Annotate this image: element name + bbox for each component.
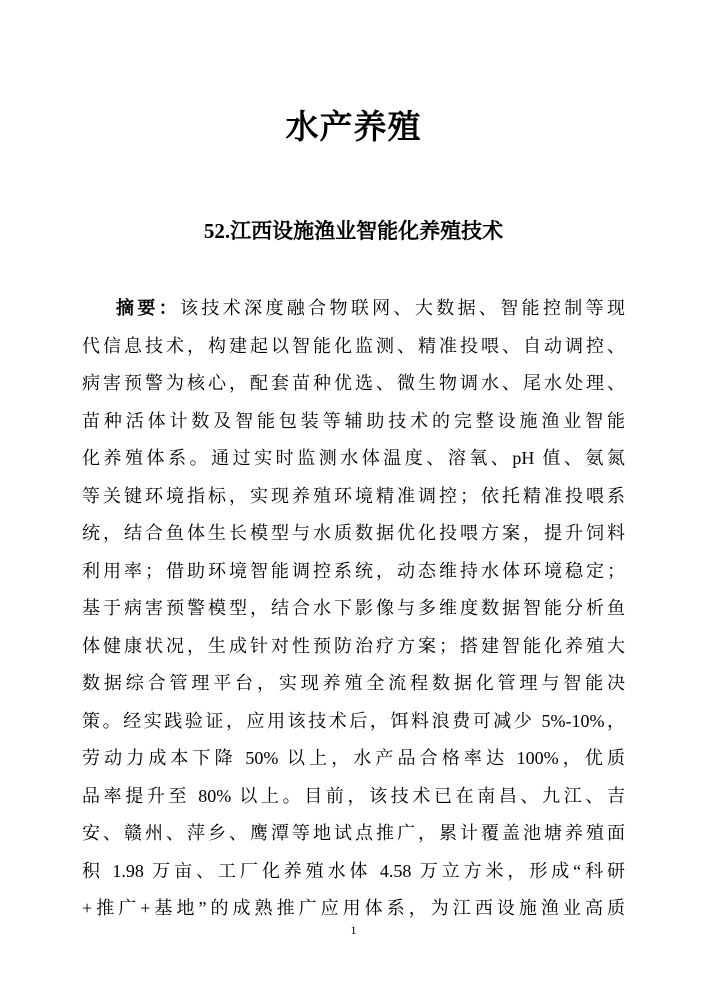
text-line: 劳动力成本下降 50% 以上，水产品合格率达 100%，优质 [82,748,625,768]
abstract-label: 摘要： [116,298,181,318]
text-line: 积 1.98 万亩、工厂化养殖水体 4.58 万立方米，形成“科研 [82,860,625,881]
text-line: 品率提升至 80% 以上。目前，该技术已在南昌、九江、吉 [82,785,625,806]
text-line: 利用率；借助环境智能调控系统，动态维持水体环境稳定； [82,560,625,581]
text-line [82,290,625,328]
text-line: 基于病害预警模型，结合水下影像与多维度数据智能分析鱼 [82,598,625,618]
text-line: 化养殖体系。通过实时监测水体温度、溶氧、pH 值、氨氮 [82,448,625,468]
text-line: +推广+基地”的成熟推广应用体系，为江西设施渔业高质 [82,898,625,918]
text-line-content: 该技术深度融合物联网、大数据、智能控制等现 [180,298,626,318]
text-line: 策。经实践验证，应用该技术后，饵料浪费可减少 5%-10%， [82,710,625,731]
page-title: 水产养殖 [285,110,422,146]
text-line: 体健康状况，生成针对性预防治疗方案；搭建智能化养殖大 [82,635,625,656]
abstract-paragraph [82,290,625,928]
page-number: 1 [350,923,357,937]
text-line: 苗种活体计数及智能包装等辅助技术的完整设施渔业智能 [82,410,625,431]
section-title: 52.江西设施渔业智能化养殖技术 [203,219,504,243]
text-line: 数据综合管理平台，实现养殖全流程数据化管理与智能决 [82,673,625,693]
text-line: 病害预警为核心，配套苗种优选、微生物调水、尾水处理、 [82,373,625,393]
text-line: 统，结合鱼体生长模型与水质数据优化投喂方案，提升饲料 [82,523,625,543]
text-line: 等关键环境指标，实现养殖环境精准调控；依托精准投喂系 [82,485,625,506]
text-line: 安、赣州、萍乡、鹰潭等地试点推广，累计覆盖池塘养殖面 [82,823,625,843]
text-line: 代信息技术，构建起以智能化监测、精准投喂、自动调控、 [82,335,625,356]
